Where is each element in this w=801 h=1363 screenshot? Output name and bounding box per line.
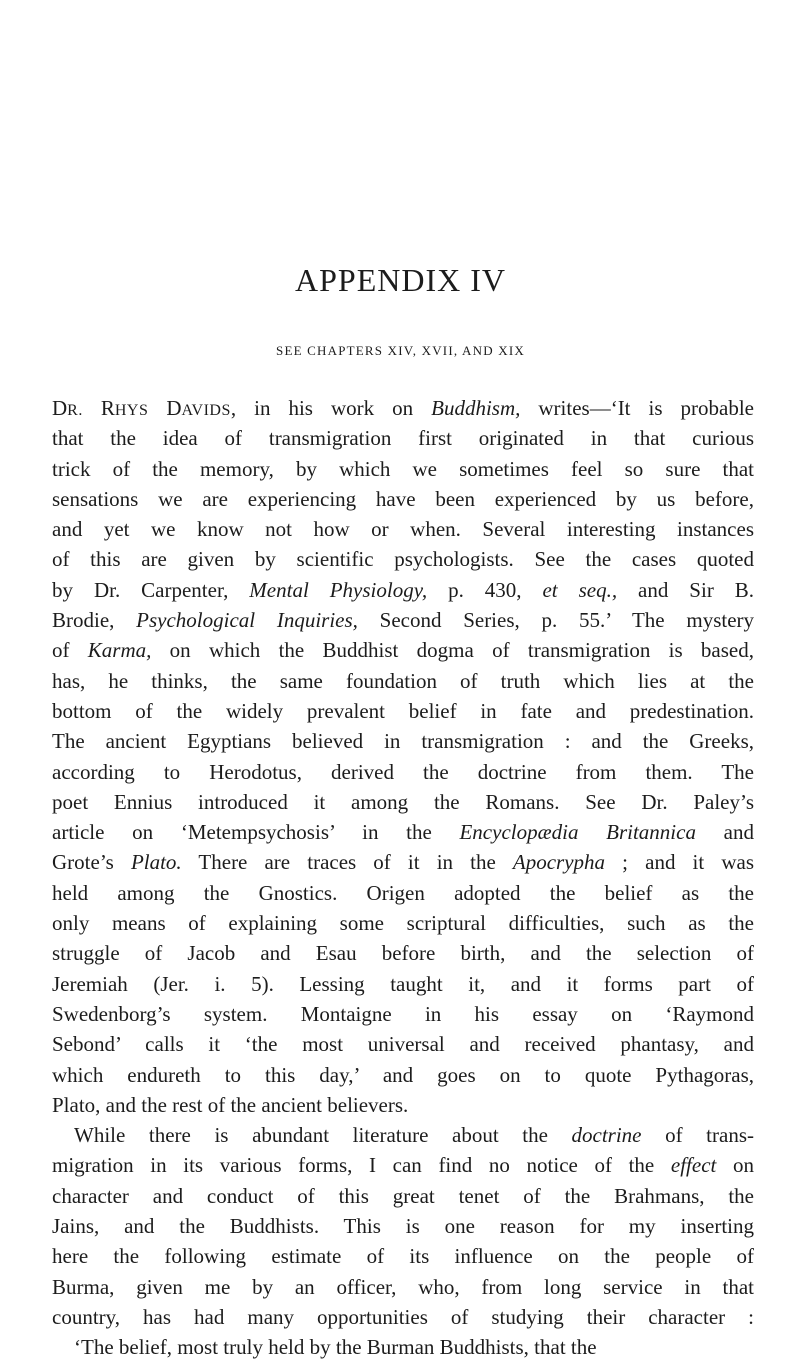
italic-text: Buddhism, [431, 396, 521, 420]
text-line [52, 575, 754, 605]
italic-text: doctrine [571, 1123, 642, 1148]
text-run: D [52, 396, 68, 420]
text-line [52, 1060, 754, 1090]
text-line [52, 514, 754, 544]
text-run: sensations we are experiencing have been experienced by us before, [52, 486, 754, 511]
text-run: according to Herodotus, derived the doctrine from them. The [52, 759, 754, 784]
body-text [52, 393, 754, 1363]
text-line [52, 757, 754, 787]
text-line [52, 1241, 754, 1271]
text-line [52, 1332, 754, 1362]
italic-text: Psychological Inquiries, [136, 608, 358, 633]
text-run: country, has had many opportunities of studying their character : [52, 1304, 754, 1329]
page-subtitle: SEE CHAPTERS XIV, XVII, AND XIX [276, 343, 525, 358]
text-run: ‘The belief, most truly held by the Burman Buddhists, that the [74, 1335, 597, 1360]
text-line [52, 1302, 754, 1332]
text-line [52, 423, 754, 453]
text-line [52, 908, 754, 938]
text-line [52, 999, 754, 1029]
text-run: held among the Gnostics. Origen adopted the belief as the [52, 880, 754, 905]
text-run: has, he thinks, the same foundation of truth which lies at the [52, 668, 754, 693]
text-run: struggle of Jacob and Esau before birth, and the selection of [52, 941, 754, 966]
text-line [52, 1181, 754, 1211]
text-line [52, 544, 754, 574]
text-run: character and conduct of this great tenet of the Brahmans, the [52, 1183, 754, 1208]
italic-text: effect [670, 1153, 717, 1178]
text-run: on [716, 1153, 754, 1178]
text-line [52, 696, 754, 726]
text-line [52, 484, 754, 514]
italic-text: Encyclopædia Britannica [459, 820, 696, 845]
text-line [52, 1120, 754, 1150]
text-line [52, 666, 754, 696]
text-line [52, 635, 754, 665]
text-line [52, 847, 754, 877]
text-run: Brodie, [52, 608, 137, 633]
text-run: Sebond’ calls it ‘the most universal and received phantasy, and [52, 1032, 754, 1057]
small-caps-text: AVIDS [181, 402, 231, 419]
text-line [52, 1272, 754, 1302]
text-line [52, 393, 754, 423]
text-run: trick of the memory, by which we sometimes feel so sure that [52, 456, 754, 481]
text-run: which endureth to this day,’ and goes on to quote Pythagoras, [52, 1062, 754, 1087]
italic-text: Karma, [87, 638, 152, 663]
small-caps-text: HYS [114, 402, 149, 419]
text-run: by Dr. Carpenter, [52, 577, 250, 602]
italic-text: Mental Physiology, [249, 577, 428, 602]
italic-text: Apocrypha [512, 850, 606, 875]
text-run: here the following estimate of its influence on the people of [52, 1244, 754, 1269]
text-run: only means of explaining some scriptural difficulties, such as the [52, 911, 754, 936]
text-line [52, 1090, 754, 1120]
text-run: of [52, 638, 88, 663]
text-run: article on ‘Metempsychosis’ in the [52, 820, 460, 845]
text-line [52, 969, 754, 999]
text-run: on which the Buddhist dogma of transmigration is based, [151, 638, 754, 663]
page-title: APPENDIX IV [295, 262, 506, 298]
text-run: of this are given by scientific psychologists. See the cases quoted [52, 547, 754, 572]
text-line [52, 787, 754, 817]
small-caps-text: R. [67, 402, 83, 419]
text-run: There are traces of it in the [181, 850, 513, 875]
text-run: Plato, and the rest of the ancient believers. [52, 1092, 409, 1117]
text-run: Swedenborg’s system. Montaigne in his essay on ‘Raymond [52, 1001, 754, 1026]
text-run: , in his work on [230, 396, 432, 420]
text-run: While there is abundant literature about the [74, 1123, 572, 1148]
text-line [52, 938, 754, 968]
text-run: Jains, and the Buddhists. This is one reason for my inserting [52, 1214, 754, 1239]
italic-text: et seq., [542, 577, 618, 602]
text-run: that the idea of transmigration first originated in that curious [52, 426, 754, 451]
text-run: Second Series, p. 55.’ The mystery [357, 608, 755, 633]
text-run: The ancient Egyptians believed in transmigration : and the Greeks, [52, 729, 754, 754]
text-run: bottom of the widely prevalent belief in fate and predestination. [52, 698, 754, 723]
text-run: Grote’s [52, 850, 131, 875]
text-run: poet Ennius introduced it among the Romans. See Dr. Paley’s [52, 789, 754, 814]
text-run: writes—‘It is probable [520, 396, 754, 420]
text-line [52, 878, 754, 908]
text-run: and Sir B. [617, 577, 755, 602]
text-run: R [82, 396, 115, 420]
text-run: p. 430, [427, 577, 543, 602]
text-line [52, 1029, 754, 1059]
text-line [52, 726, 754, 756]
text-line [52, 1211, 754, 1241]
text-line [52, 817, 754, 847]
text-run: of trans- [641, 1123, 754, 1148]
text-line [52, 1150, 754, 1180]
text-run: ; and it was [605, 850, 754, 875]
text-run: and [695, 820, 754, 845]
text-run: Burma, given me by an officer, who, from long service in that [52, 1274, 754, 1299]
text-run: D [148, 396, 182, 420]
text-run: Jeremiah (Jer. i. 5). Lessing taught it, and it forms part of [52, 971, 754, 996]
text-run: migration in its various forms, I can find no notice of the [52, 1153, 671, 1178]
text-line [52, 605, 754, 635]
text-run: and yet we know not how or when. Several interesting instances [52, 517, 754, 542]
italic-text: Plato. [130, 850, 182, 875]
text-line [52, 454, 754, 484]
